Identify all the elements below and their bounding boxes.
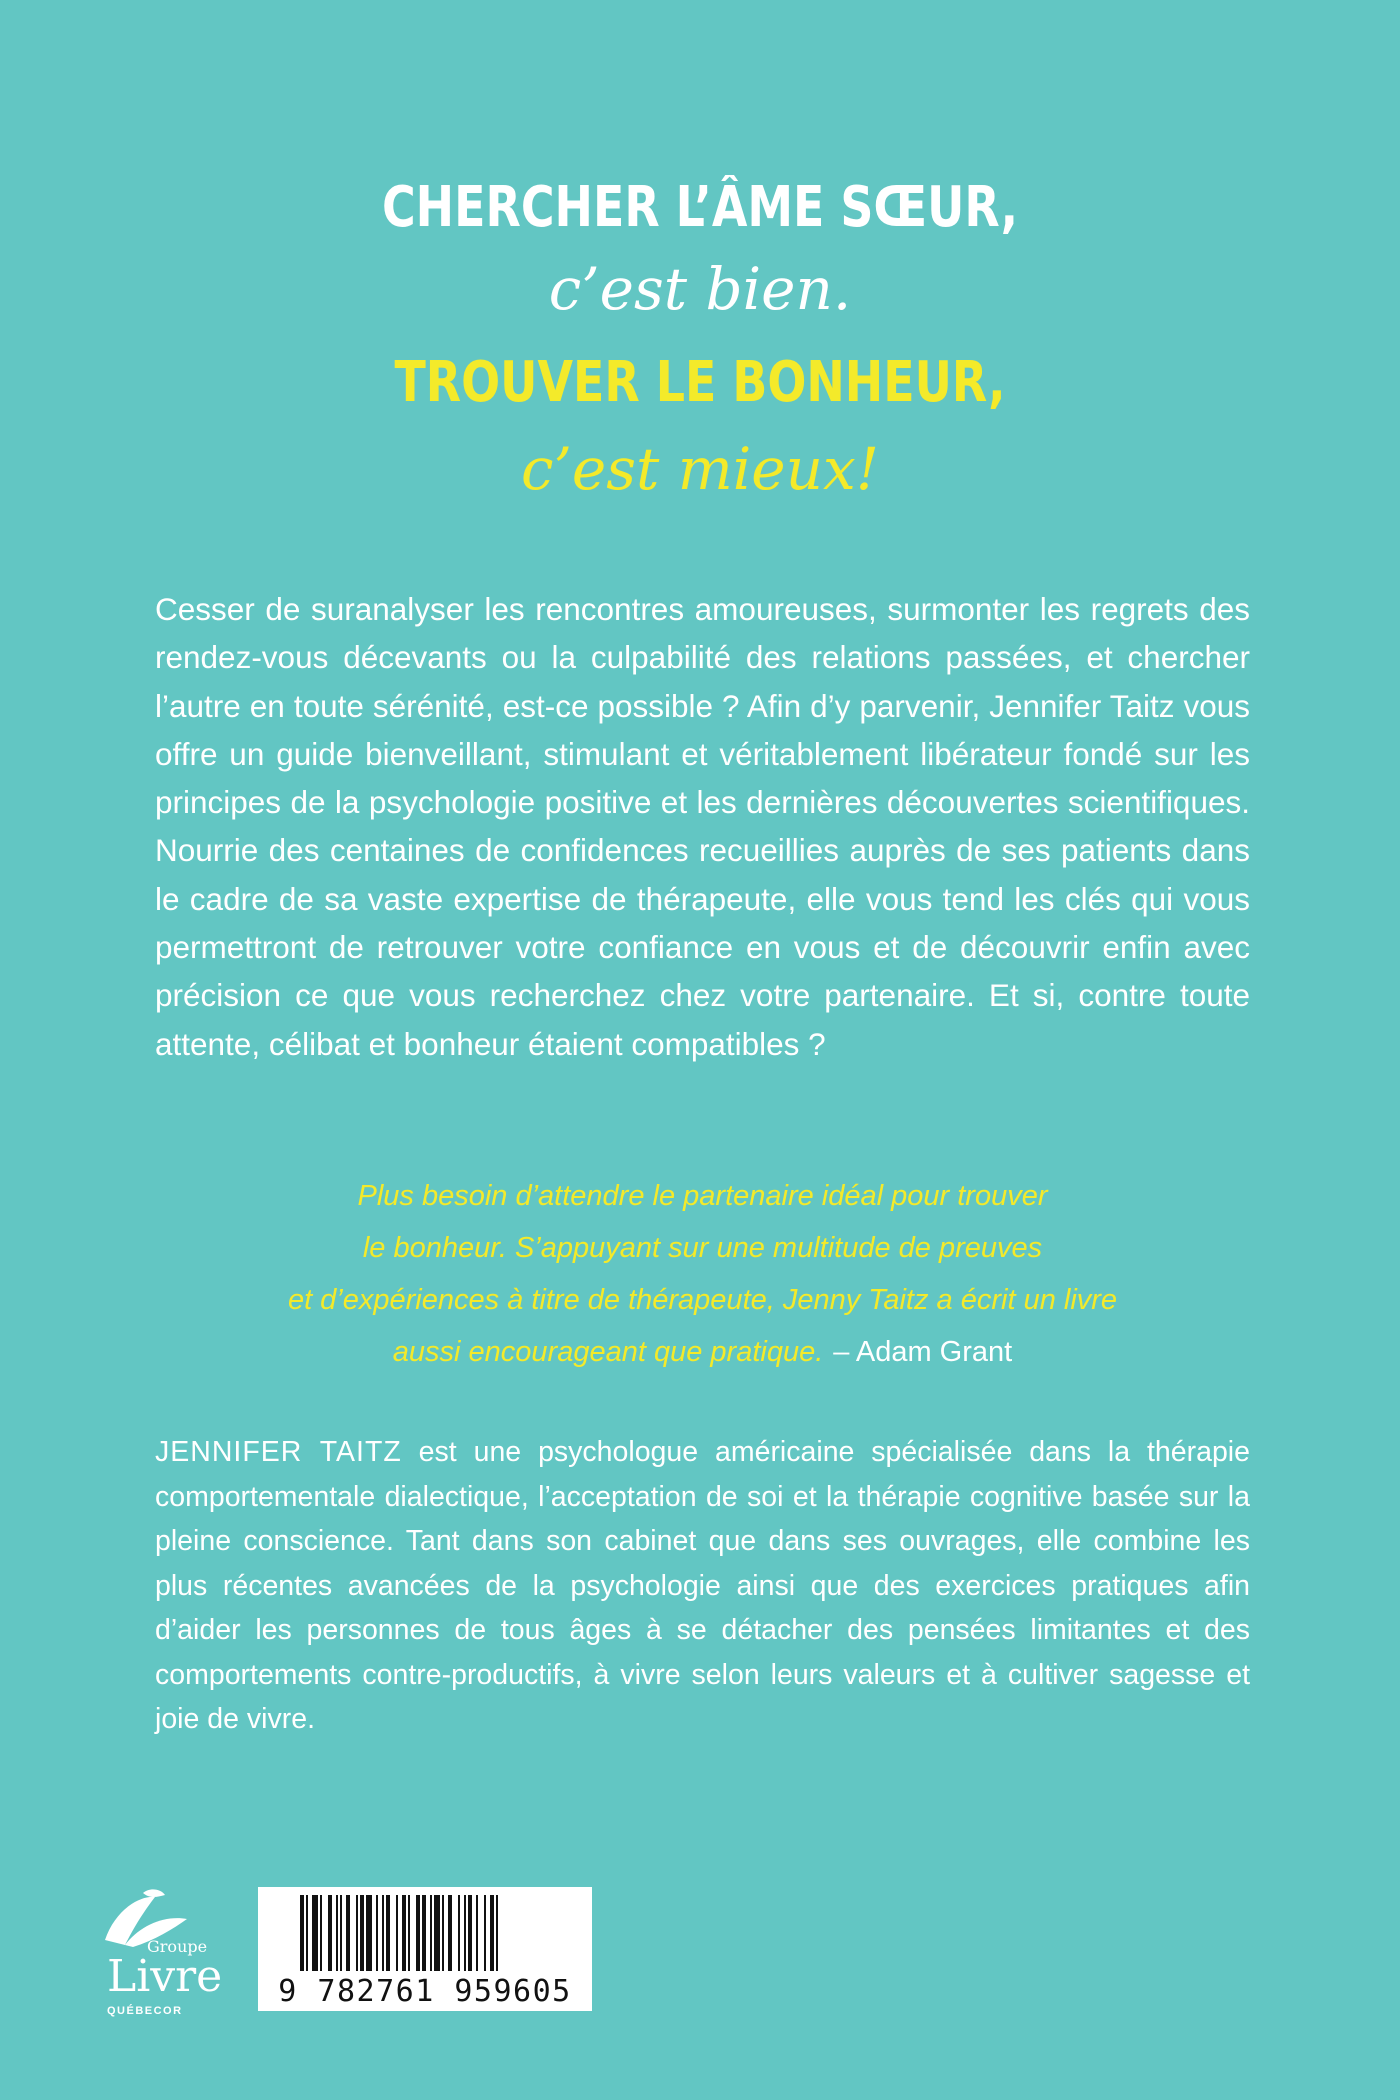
barcode-bar	[356, 1895, 358, 1971]
publisher-logo-livre: Livre	[107, 1951, 223, 2002]
barcode-bar	[490, 1895, 494, 1971]
quote-author: – Adam Grant	[833, 1336, 1013, 1368]
barcode-bar	[402, 1895, 406, 1971]
publisher-logo	[95, 1885, 235, 2025]
isbn-barcode	[258, 1887, 592, 2011]
headline-line-3: TROUVER LE BONHEUR,	[394, 350, 1006, 415]
barcode-bar	[328, 1895, 332, 1971]
barcode-bar	[464, 1895, 466, 1971]
barcode-bar	[360, 1895, 364, 1971]
barcode-bar	[312, 1895, 318, 1971]
barcode-bar	[306, 1895, 308, 1971]
barcode-bar	[366, 1895, 372, 1971]
barcode-bar	[484, 1895, 486, 1971]
barcode-bar	[408, 1895, 410, 1971]
barcode-bar	[442, 1895, 444, 1971]
barcode-bar	[320, 1895, 322, 1971]
publisher-logo-quebecor: QUÉBECOR	[107, 2005, 183, 2017]
barcode-bar	[458, 1895, 460, 1971]
barcode-bar	[416, 1895, 420, 1971]
barcode-bar	[396, 1895, 398, 1971]
quote-line: Plus besoin d’attendre le partenaire idéal pour trouver	[357, 1180, 1048, 1212]
author-name: JENNIFER TAITZ	[155, 1436, 402, 1468]
publisher-logo-group: Groupe	[147, 1937, 208, 1956]
barcode-bar	[476, 1895, 478, 1971]
isbn-number: 9 782761 959605	[278, 1974, 572, 2009]
headline-line-4: c’est mieux!	[521, 435, 879, 503]
barcode-bar	[376, 1895, 378, 1971]
quote-line: le bonheur. S’appuyant sur une multitude de preuves	[362, 1232, 1043, 1264]
endorsement-quote	[155, 1170, 1250, 1378]
barcode-bar	[448, 1895, 452, 1971]
author-bio-text: est une psychologue américaine spécialisée dans la thérapie comportementale dialectique, l’acceptation de soi et la thérapie cognitive basée sur la pleine conscience. Tant dans son cabinet que dans ses ouvrages, elle combine les plus récentes avancées de la psychologie ainsi que des exercices pratiques afin d’aider les personnes de tous âges à se détacher des pensées limitantes et des comportements contre-productifs, à vivre selon leurs valeurs et à cultiver sagesse et joie de vivre.	[155, 1436, 1250, 1735]
author-bio	[155, 1430, 1250, 1742]
headline-line-2: c’est bien.	[548, 255, 852, 323]
barcode-bar	[430, 1895, 432, 1971]
quote-line: et d’expériences à titre de thérapeute, Jenny Taitz a écrit un livre	[287, 1284, 1118, 1316]
barcode-bar	[386, 1895, 390, 1971]
barcode-bar	[468, 1895, 472, 1971]
barcode-bar	[340, 1895, 342, 1971]
headline-line-1: CHERCHER L’ÂME SŒUR,	[381, 175, 1019, 240]
barcode-bar	[422, 1895, 426, 1971]
description-paragraph: Cesser de suranalyser les rencontres amoureuses, surmonter les regrets des rendez-vous décevants ou la culpabilité des relations passées, et chercher l’autre en toute sérénité, est-ce possible ? Afin d’y parvenir, Jennifer Taitz vous offre un guide bienveillant, stimulant et véritablement libérateur fondé sur les principes de la psychologie positive et les dernières découvertes scientifiques. Nourrie des centaines de confidences recueillies auprès de ses patients dans le cadre de sa vaste expertise de thérapeute, elle vous tend les clés qui vous permettront de retrouver votre confiance en vous et de découvrir enfin avec précision ce que vous recherchez chez votre partenaire. Et si, contre toute attente, célibat et bonheur étaient compatibles ?	[155, 591, 1250, 1062]
barcode-bar	[300, 1895, 304, 1971]
barcode-bar	[382, 1895, 384, 1971]
barcode-bar	[434, 1895, 440, 1971]
barcode-bar	[336, 1895, 338, 1971]
quote-line: aussi encourageant que pratique.	[392, 1336, 824, 1368]
barcode-bar	[346, 1895, 350, 1971]
barcode-bar	[496, 1895, 498, 1971]
